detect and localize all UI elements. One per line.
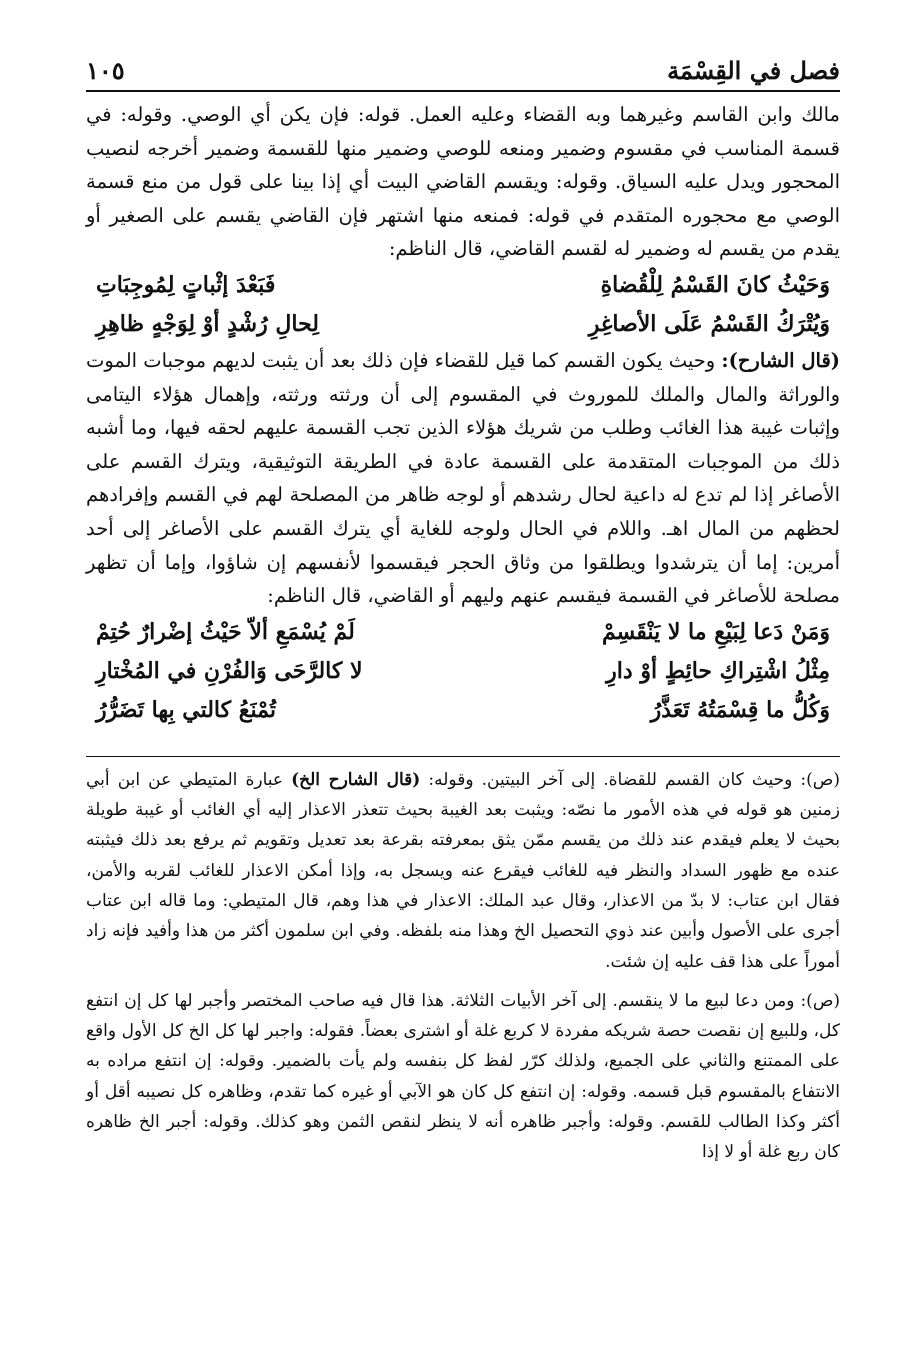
verse-first-hemistich: وَيُتْرَكُ القَسْمُ عَلَى الأصاغِرِ: [588, 310, 830, 337]
footnote-text: (ص): وحيث كان القسم للقضاة. إلى آخر البيتين. وقوله:: [420, 769, 840, 790]
verse-first-hemistich: مِثْلُ اشْتِراكِ حائِطٍ أوْ دارِ: [606, 657, 830, 684]
commentary-text: وحيث يكون القسم كما قيل للقضاء فإن ذلك بعد أن يثبت لديهم موجبات الموت والوراثة والمال والملك للموروث في المقسوم إلى أن ورثته ورثته، وإهمال هؤلاء اليتامى وإثبات غيبة هذا الغائب وطلب من شريك هؤلاء الذين تجب القسمة عليهم لحقه فيها، وما أشبه ذلك من الموجبات المتقدمة على القسمة عادة في الطريقة التوثيقية، ويترك القسم على الأصاغر إذا لم تدع له داعية لحال رشدهم أو لوجه ظاهر من المصلحة لهم في القسم وإفرادهم لحظهم من المال اهـ. واللام في الحال ولوجه للغاية أي يترك القسم على الأصاغر إلى أحد أمرين: إما أن يترشدوا ويطلقوا من وثاق الحجر فيقسموا لأنفسهم إن شاؤوا، وإما أن تظهر مصلحة للأصاغر في القسمة فيقسم عنهم وليهم أو القاضي، قال الناظم:: [86, 348, 840, 608]
verse-line: [86, 652, 840, 691]
footnotes: [86, 765, 840, 1168]
verse-first-hemistich: وَحَيْثُ كانَ القَسْمُ لِلْقُضاةِ: [600, 271, 830, 298]
verse-second-hemistich: لِحالِ رُشْدٍ أوْ لِوَجْهٍ ظاهِرِ: [96, 310, 319, 337]
footnote: (ص): ومن دعا لبيع ما لا ينقسم. إلى آخر الأبيات الثلاثة. هذا قال فيه صاحب المختصر وأجبر لها كل إن انتفع كل، وللبيع إن نقصت حصة شريكه مفردة لا كربع غلة أو اشترى بعضاً. فقوله: واجبر لها كل الخ كل الأول واقع على الممتنع والثاني على الجميع، ولذلك كرّر لفظ كل بنفسه ولم يأت بالضمير. وقوله: إن انتفع مراده به الانتفاع بالمقسوم قبل قسمه. وقوله: إن انتفع كل كان هو الآبي أو غيره كما تقدم، وظاهره كل نصيبه أقل أو أكثر وكذا الطالب للقسم. وقوله: وأجبر ظاهره أنه لا ينظر لنقص الثمن وهو كذلك. وقوله: أجبر الخ ظاهره كان ربع غلة أو لا إذا: [86, 990, 840, 1163]
verse-second-hemistich: تُمْنَعُ كالتي بِها تَضَرُّرُ: [96, 696, 276, 723]
footnote-divider: [86, 756, 840, 757]
verse-line: [86, 305, 840, 344]
verse-line: [86, 691, 840, 730]
commentator-label: (قال الشارح الخ): [291, 769, 421, 790]
chapter-title: فصل في القِسْمَة: [667, 56, 840, 85]
verse-line: [86, 266, 840, 305]
header-rule: [86, 90, 840, 92]
verse-line: [86, 613, 840, 652]
verse-first-hemistich: وَمَنْ دَعا لِبَيْعِ ما لا يَنْقَسِمْ: [602, 618, 830, 645]
verse-block: [86, 613, 840, 730]
footnote: [86, 765, 840, 977]
main-text: [86, 98, 840, 730]
page-header: [86, 52, 840, 92]
verse-second-hemistich: فَبَعْدَ إثْباتٍ لِمُوجِبَاتِ: [96, 271, 276, 298]
verse-second-hemistich: لَمْ يُسْمَعِ ألاّ حَيْثُ إضْرارٌ حُتِمْ: [96, 618, 355, 645]
book-page: [86, 52, 840, 1177]
footnote-text: عبارة المتيطي عن ابن أبي زمنين هو قوله في هذه الأمور ما نصّه: ويثبت بعد الغيبة بحيث تتعذر الاعذار إليه أي الغائب أو غيبة طويلة بحيث لا يعلم فيقدم عند ذلك من يقسم ممّن يثق بمعرفته بقرعة بعد تعديل وتقويم ثم يرفع بعد ذلك فيثبته عنده مع ظهور السداد والنظر فيه للغائب فيقرع عنه ويسجل به، وإذا أمكن الاعذار للغائب لقربه والأمن، فقال ابن عتاب: لا بدّ من الاعذار، وقال عبد الملك: الاعذار في هذا وهم، قال المتيطي: وما قاله ابن عتاب أجرى على الأصول وأبين عند ذوي التحصيل الخ وهذا منه بلفظه. وفي ابن سلمون أكثر من هذا وأفيد فإنه زاد أموراً على هذا قف عليه إن شئت.: [86, 769, 840, 972]
verse-block: [86, 266, 840, 344]
page-number: ١٠٥: [86, 56, 125, 85]
commentary-paragraph: [86, 344, 840, 613]
paragraph: مالك وابن القاسم وغيرهما وبه القضاء وعليه العمل. قوله: فإن يكن أي الوصي. وقوله: في قسمة المناسب في مقسوم وضمير ومنعه للوصي وضمير منها للقسمة وضمير أخرجه لنصيب المحجور ويدل عليه السياق. وقوله: ويقسم القاضي البيت أي إذا بينا على قول من منع قسمة الوصي مع محجوره المتقدم في قوله: فمنعه منها اشتهر فإن القاضي يقسم على الصغير أو يقدم من يقسم له وضمير له لقسم القاضي، قال الناظم:: [86, 103, 840, 261]
commentator-label: (قال الشارح):: [721, 348, 840, 372]
verse-first-hemistich: وَكُلُّ ما قِسْمَتُهُ تَعَذَّرُ: [650, 696, 830, 723]
verse-second-hemistich: لا كالرَّحَى وَالفُرْنِ في المُخْتارِ: [96, 657, 363, 684]
